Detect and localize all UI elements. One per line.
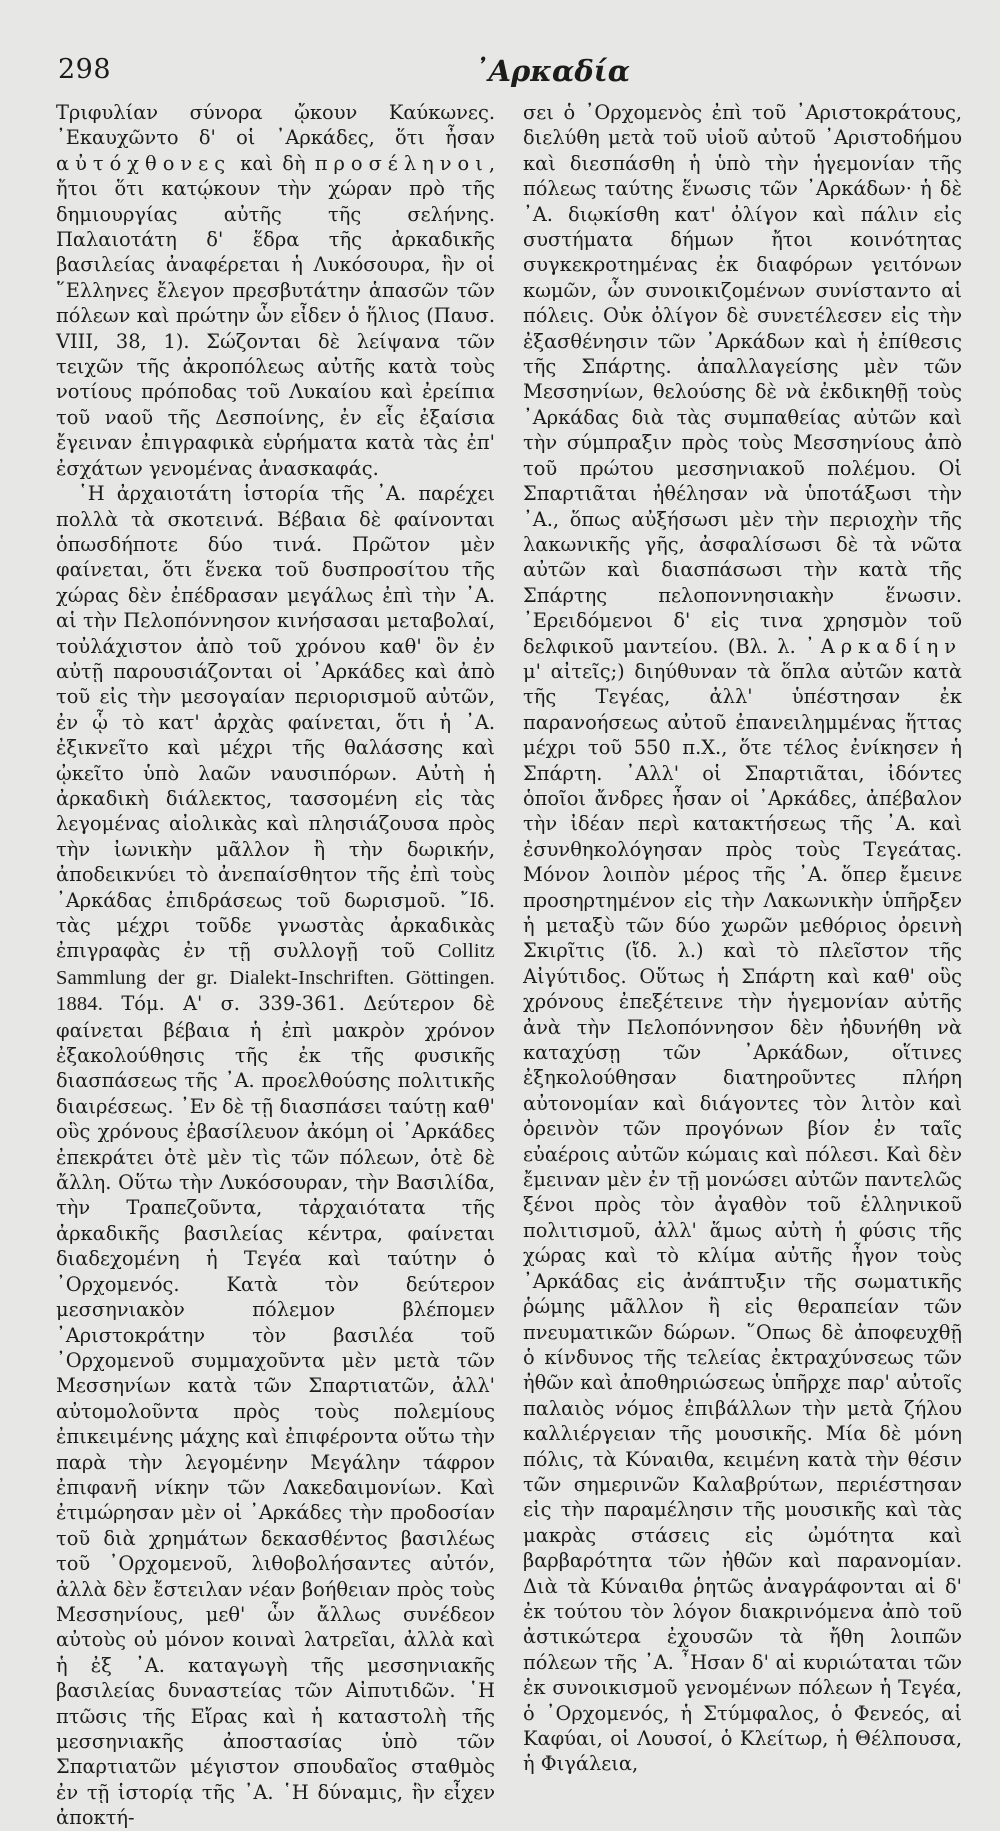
latin-author-name: Collitz — [437, 940, 495, 963]
page-number: 298 — [58, 54, 112, 85]
page-header — [56, 50, 962, 94]
left-paragraph-1 — [56, 100, 495, 481]
text-span: καὶ δὴ — [231, 151, 315, 175]
spaced-word: ᾿Αρκαδίην — [805, 634, 962, 658]
text-columns — [56, 100, 962, 1831]
spaced-word: αὐτόχθονες — [56, 151, 232, 175]
left-paragraph-2 — [56, 481, 495, 1831]
text-span: μ' αἰτεῖς;) διηύθυναν τὰ ὅπλα αὐτῶν κατὰ τῆς Τεγέας, ἀλλ' ὑπέστησαν ἐκ παρανοήσεως αὐτοῦ ἐπανειλημμένας ἥττας μέχρι τοῦ 550 π.Χ., ὅτε τέλος ἐνίκησεν ἡ Σπάρτη. ᾿Αλλ' οἱ Σπαρτιᾶται, ἰδόντες ὁποῖοι ἄνδρες ἦσαν οἱ ᾿Αρκάδες, ἀπέβαλον τὴν ἰδέαν περὶ κατακτήσεως τῆς ᾿Α. καὶ ἐσυνθηκολόγησαν πρὸς τοὺς Τεγεάτας. Μόνον λοιπὸν μέρος τῆς ᾿Α. ὅπερ ἔμεινε προσηρτημένον εἰς τὴν Λακωνικὴν ὑπῆρξεν ἡ μεταξὺ τῶν δύο χωρῶν μεθόριος ὀρεινὴ Σκιρῖτις (ἴδ. λ.) καὶ τὸ πλεῖστον τῆς Αἰγύτιδος. Οὕτως ἡ Σπάρτη καὶ καθ' οὓς χρόνους ἐπεξέτεινε τὴν ἡγεμονίαν αὐτῆς ἀνὰ τὴν Πελοπόννησον δὲν ἠδυνήθη νὰ καταχύσῃ τῶν ᾿Αρκάδων, οἵτινες ἐξηκολούθησαν διατηροῦντες πλήρη αὐτονομίαν καὶ διάγοντες τὸν λιτὸν καὶ ὀρεινὸν τῶν προγόνων βίον ἐν ταῖς εὐαέροις αὐτῶν κώμαις καὶ πόλεσι. Καὶ δὲν ἔμειναν μὲν ἐν τῇ μονώσει αὐτῶν παντελῶς ξένοι πρὸς τὸν ἀγαθὸν τοῦ ἑλληνικοῦ πολιτισμοῦ, ἀλλ' ἅμως αὐτὴ ἡ φύσις τῆς χώρας καὶ τὸ κλίμα αὐτῆς ἦγον τοὺς ᾿Αρκάδας εἰς ἀνάπτυξιν τῆς σωματικῆς ῥώμης μᾶλλον ἢ εἰς θεραπείαν τῶν πνευματικῶν δώρων. ῞Οπως δὲ ἀποφευχθῇ ὁ κίνδυνος τῆς τελείας ἐκτραχύνσεως τῶν ἠθῶν καὶ ἀποθηριώσεως ὑπῆρχε παρ' αὐτοῖς παλαιὸς νόμος ἐπιβάλλων τὴν μετὰ ζήλου καλλιέργειαν τῆς μουσικῆς. Μία δὲ μόνη πόλις, τὰ Κύναιθα, κειμένη κατὰ τὴν θέσιν τῶν σημερινῶν Καλαβρύτων, περιέστησαν εἰς τὴν παραμέλησιν τῆς μουσικῆς καὶ τὰς μακρὰς στάσεις εἰς ὠμότητα καὶ βαρβαρότητα τῶν ἠθῶν καὶ παρανομίαν. Διὰ τὰ Κύναιθα ῥητῶς ἀναγράφονται αἱ δ' ἐκ τούτου τὸν λόγον διακρινόμενα ἀπὸ τοῦ ἀστικώτερα ἐχουσῶν τὰ ἤθη λοιπῶν πόλεων τῆς ᾿Α. ῏Ησαν δ' αἱ κυριώταται τῶν ἐκ συνοικισμοῦ γενομένων πόλεων ἡ Τεγέα, ὁ ᾿Ορχομενός, ἡ Στύμφαλος, ὁ Φενεός, αἱ Καφύαι, οἱ Λουσοί, ὁ Κλείτωρ, ἡ Θέλπουσα, ἡ Φιγάλεια, — [523, 659, 962, 1776]
text-span: Τόμ. Α' σ. 339-361. Δεύτερον δὲ φαίνεται βέβαια ἡ ἐπὶ μακρὸν χρόνον ἐξακολούθησις τῆς ἐκ τῆς φυσικῆς διασπάσεως τῆς ᾿Α. προελθούσης πολιτικῆς διαιρέσεως. ᾿Εν δὲ τῇ διασπάσει ταύτῃ καθ' οὓς χρόνους ἐβασίλευον ἀκόμη οἱ ᾿Αρκάδες ἐπεκράτει ὁτὲ μὲν τὶς τῶν πόλεων, ὁτὲ δὲ ἄλλη. Οὕτω τὴν Λυκόσουραν, τὴν Βασιλίδα, τὴν Τραπεζοῦντα, τἀρχαιότατα τῆς ἀρκαδικῆς βασιλείας κέντρα, φαίνεται διαδεχομένη ἡ Τεγέα καὶ ταύτην ὁ ᾿Ορχομενός. Κατὰ τὸν δεύτερον μεσσηνιακὸν πόλεμον βλέπομεν ᾿Αριστοκράτην τὸν βασιλέα τοῦ ᾿Ορχομενοῦ συμμαχοῦντα μὲν μετὰ τῶν Μεσσηνίων κατὰ τῶν Σπαρτιατῶν, ἀλλ' αὐτομολοῦντα πρὸς τοὺς πολεμίους ἐπικειμένης μάχης καὶ ἐπιφέροντα οὕτω τὴν παρὰ τὴν λεγομένην Μεγάλην τάφρον ἐπιφανῆ νίκην τῶν Λακεδαιμονίων. Καὶ ἐτιμώρησαν μὲν οἱ ᾿Αρκάδες τὴν προδοσίαν τοῦ διὰ χρημάτων δεκασθέντος βασιλέως τοῦ ᾿Ορχομενοῦ, λιθοβολήσαντες αὐτόν, ἀλλὰ δὲν ἔστειλαν νέαν βοήθειαν πρὸς τοὺς Μεσσηνίους, μεθ' ὧν ἄλλως συνέδεον αὐτοὺς οὐ μόνον κοιναὶ λατρεῖαι, ἀλλὰ καὶ ἡ ἐξ ᾿Α. καταγωγὴ τῆς μεσσηνιακῆς βασιλείας δυναστείας τῶν Αἰπυτιδῶν. ῾Η πτῶσις τῆς Εἴρας καὶ ἡ καταστολὴ τῆς μεσσηνιακῆς ἀποστασίας ὑπὸ τῶν Σπαρτιατῶν μέγιστον σπουδαῖος σταθμὸς ἐν τῇ ἱστορίᾳ τῆς ᾿Α. ῾Η δύναμις, ἣν εἶχεν ἀποκτή- — [56, 992, 495, 1830]
spaced-word: προσέληνοι — [314, 151, 489, 175]
latin-citation: Sammlung der gr. Dialekt-Inschriften. Göttingen. 1884. — [56, 966, 495, 1016]
right-column — [523, 100, 962, 1831]
right-paragraph — [523, 100, 962, 1777]
left-column — [56, 100, 495, 1831]
running-title: ᾿Αρκαδία — [474, 54, 631, 88]
text-span: ῾Η ἀρχαιοτάτη ἱστορία τῆς ᾿Α. παρέχει πολλὰ τὰ σκοτεινά. Βέβαια δὲ φαίνονται ὁπωσδήποτε δύο τινά. Πρῶτον μὲν φαίνεται, ὅτι ἕνεκα τοῦ δυσπροσίτου τῆς χώρας δὲν ἐπέδρασαν μεγάλως ἐπὶ τὴν ᾿Α. αἱ τὴν Πελοπόννησον κινήσασαι μεταβολαί, τοὐλάχιστον ἀπὸ τοῦ χρόνου καθ' ὃν ἐν αὐτῇ παρουσιάζονται οἱ ᾿Αρκάδες καὶ ἀπὸ τοῦ εἰς τὴν μεσογαίαν περιορισμοῦ αὐτῶν, ἐν ᾧ τὸ κατ' ἀρχὰς φαίνεται, ὅτι ἡ ᾿Α. ἐξικνεῖτο καὶ μέχρι τῆς θαλάσσης καὶ ᾠκεῖτο ὑπὸ λαῶν ναυσιπόρων. Αὐτὴ ἡ ἀρκαδικὴ διάλεκτος, τασσομένη εἰς τὰς λεγομένας αἰολικὰς καὶ πλησιάζουσα πρὸς τὴν ἰωνικὴν μᾶλλον ἢ τὴν δωρικήν, ἀποδεικνύει τὸ ἀνεπαίσθητον τῆς ἐπὶ τοὺς ᾿Αρκάδας ἐπιδράσεως τοῦ δωρισμοῦ. ῎Ιδ. τὰς μέχρι τοῦδε γνωστὰς ἀρκαδικὰς ἐπιγραφὰς ἐν τῇ συλλογῇ τοῦ — [56, 482, 495, 963]
text-span: Τριφυλίαν σύνορα ᾤκουν Καύκωνες. ᾿Εκαυχῶντο δ' οἱ ᾿Αρκάδες, ὅτι ἦσαν — [56, 101, 495, 150]
text-span: , ἤτοι ὅτι κατῴκουν τὴν χώραν πρὸ τῆς δημιουργίας αὐτῆς τῆς σελήνης. Παλαιοτάτη δ' ἕδρα τῆς ἀρκαδικῆς βασιλείας ἀναφέρεται ἡ Λυκόσουρα, ἣν οἱ ῞Ελληνες ἔλεγον πρεσβυτάτην ἁπασῶν τῶν πόλεων καὶ πρώτην ὧν εἶδεν ὁ ἥλιος (Παυσ. VIII, 38, 1). Σώζονται δὲ λείψανα τῶν τειχῶν τῆς ἀκροπόλεως αὐτῆς κατὰ τοὺς νοτίους πρόποδας τοῦ Λυκαίου καὶ ἐρείπια τοῦ ναοῦ τῆς Δεσποίνης, ἐν εἷς ἐξαίσια ἔγειναν ἐπιγραφικὰ εὑρήματα κατὰ τὰς ἐπ' ἐσχάτων γενομένας ἀνασκαφάς. — [56, 151, 495, 480]
text-span: σει ὁ ᾿Ορχομενὸς ἐπὶ τοῦ ᾿Αριστοκράτους, διελύθη μετὰ τοῦ υἱοῦ αὐτοῦ ᾿Αριστοδήμου καὶ διεσπάσθη ἡ ὑπὸ τὴν ἡγεμονίαν τῆς πόλεως ταύτης ἕνωσις τῶν ᾿Αρκάδων· ἡ δὲ ᾿Α. διῳκίσθη κατ' ὀλίγον καὶ πάλιν εἰς συστήματα δήμων ἤτοι κοινότητας συγκεκροτημένας ἐκ διαφόρων γειτόνων κωμῶν, ὧν συνοικιζομένων συνίσταντο αἱ πόλεις. Οὐκ ὀλίγον δὲ συνετέλεσεν εἰς τὴν ἐξασθένησιν τῶν ᾿Αρκάδων καὶ ἡ ἐπίθεσις τῆς Σπάρτης. ἀπαλλαγείσης μὲν τῶν Μεσσηνίων, θελούσης δὲ νὰ ἐκδικηθῇ τοὺς ᾿Αρκάδας διὰ τὰς συμπαθείας αὐτῶν καὶ τὴν σύμπραξιν πρὸς τοὺς Μεσσηνίους ἀπὸ τοῦ πρώτου μεσσηνιακοῦ πολέμου. Οἱ Σπαρτιᾶται ἠθέλησαν νὰ ὑποτάξωσι τὴν ᾿Α., ὅπως αὐξήσωσι μὲν τὴν περιοχὴν τῆς λακωνικῆς γῆς, ἀσφαλίσωσι δὲ τὰ νῶτα αὐτῶν καὶ διασπάσωσι τὴν κατὰ τῆς Σπάρτης πελοποννησιακὴν ἕνωσιν. ᾿Ερειδόμενοι δ' εἰς τινα χρησμὸν τοῦ δελφικοῦ μαντείου. (Βλ. λ. — [523, 101, 962, 658]
